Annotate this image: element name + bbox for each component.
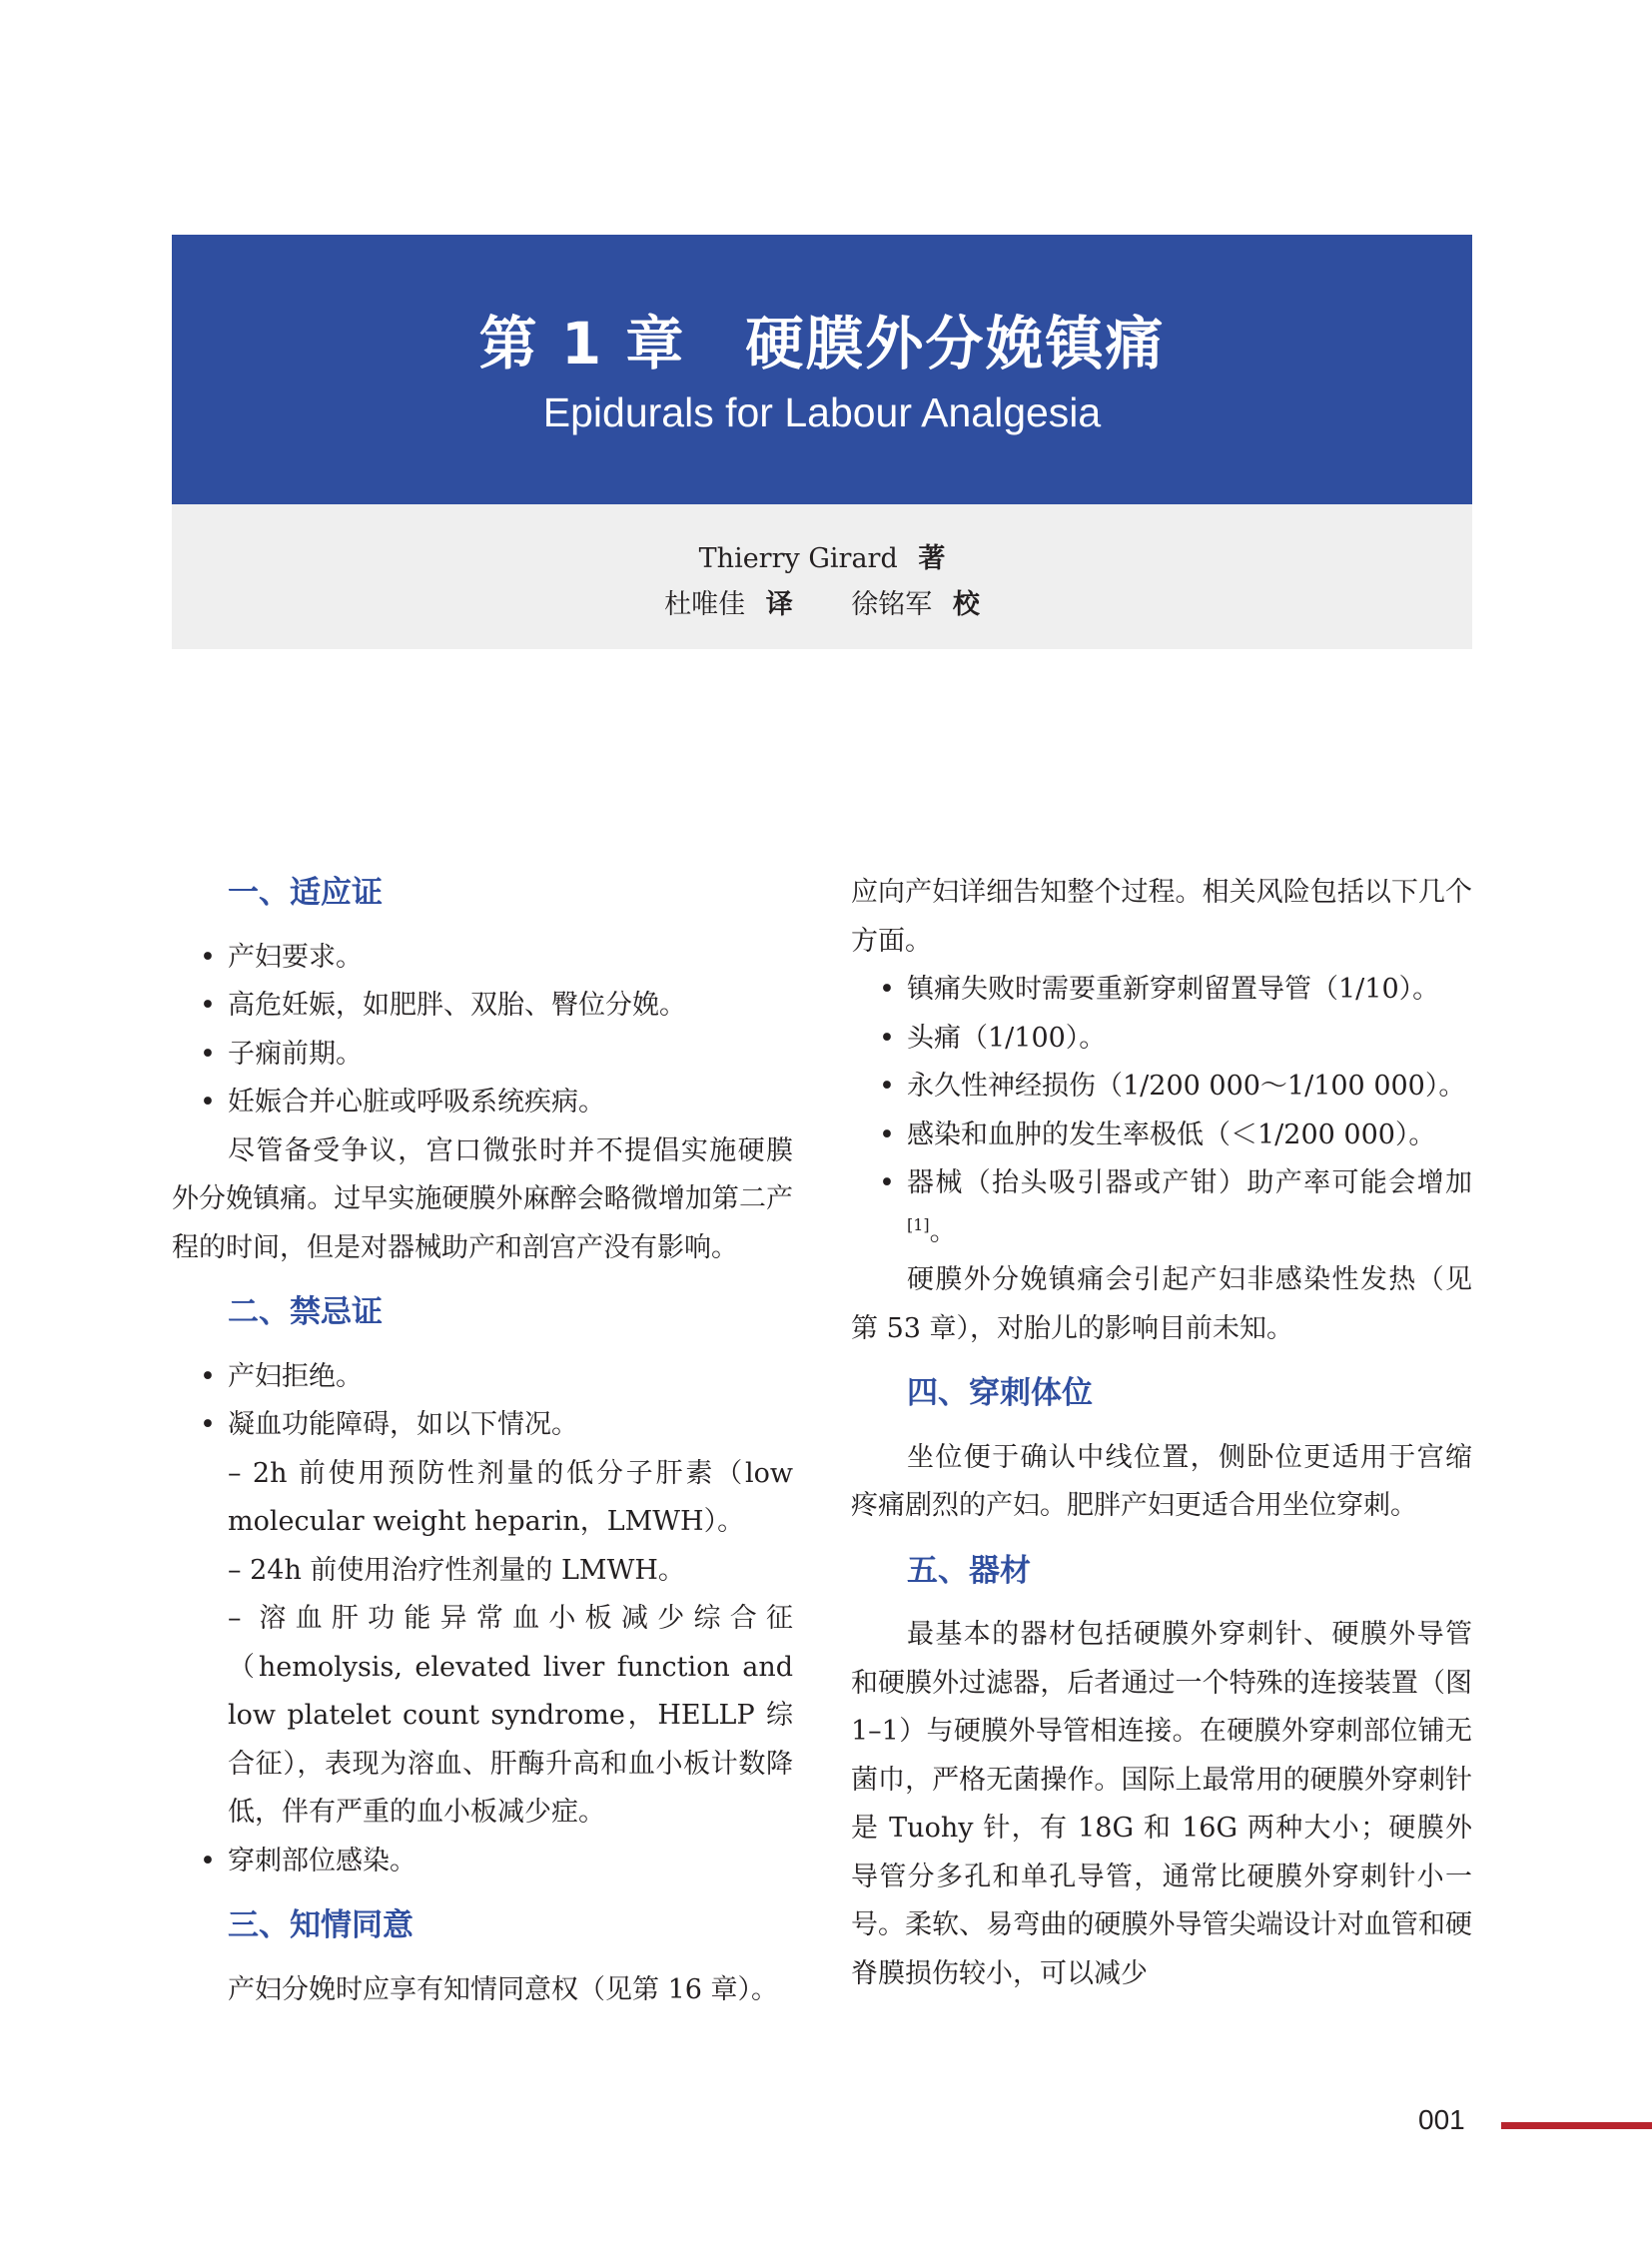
list-item: • 高危妊娠，如肥胖、双胎、臀位分娩。 — [172, 982, 793, 1031]
left-column — [172, 869, 793, 2014]
list-item: • 凝血功能障碍，如以下情况。 — [172, 1401, 793, 1450]
list-item: • 产妇要求。 — [172, 934, 793, 983]
translator-role: 译 — [765, 589, 793, 620]
list-item: • 穿刺部位感染。 — [172, 1838, 793, 1886]
risks-list — [851, 966, 1472, 1256]
author-line — [172, 536, 1472, 575]
list-item: • 永久性神经损伤（1/200 000～1/100 000）。 — [851, 1063, 1472, 1112]
translator-line — [172, 582, 1472, 621]
list-item: • 子痫前期。 — [172, 1031, 793, 1080]
contraindications-list — [172, 1353, 793, 1450]
section-heading-contraindications: 二、禁忌证 — [228, 1294, 383, 1330]
translator-name: 杜唯佳 — [664, 589, 746, 620]
section-heading-consent: 三、知情同意 — [228, 1907, 413, 1943]
list-item: • 产妇拒绝。 — [172, 1353, 793, 1402]
consent-paragraph-start: 产妇分娩时应享有知情同意权（见第 16 章）。 — [228, 1973, 779, 2005]
fever-paragraph: 硬膜外分娩镇痛会引起产妇非感染性发热（见第 53 章），对胎儿的影响目前未知。 — [851, 1264, 1472, 1344]
sub-item-lmwh-prophylactic: – 2h 前使用预防性剂量的低分子肝素（low molecular weight heparin，LMWH）。 — [228, 1457, 793, 1537]
equipment-paragraph: 最基本的器材包括硬膜外穿刺针、硬膜外导管和硬膜外过滤器，后者通过一个特殊的连接装置（图 1–1）与硬膜外导管相连接。在硬膜外穿刺部位铺无菌巾，严格无菌操作。国际上最常用的硬膜外穿刺针是 Tuohy 针，有 18G 和 16G 两种大小；硬膜外导管分多孔和单孔导管，通常比硬膜外穿刺针小一号。柔软、易弯曲的硬膜外导管尖端设计对血管和硬脊膜损伤较小，可以减少 — [851, 1619, 1472, 1989]
position-paragraph: 坐位便于确认中线位置，侧卧位更适用于宫缩疼痛剧烈的产妇。肥胖产妇更适合用坐位穿刺。 — [851, 1441, 1472, 1521]
list-item: • 镇痛失败时需要重新穿刺留置导管（1/10）。 — [851, 966, 1472, 1015]
accent-bar — [1501, 2122, 1652, 2129]
page-number: 001 — [1418, 2104, 1465, 2135]
reviewer-role: 校 — [952, 589, 980, 620]
consent-paragraph-continued: 应向产妇详细告知整个过程。相关风险包括以下几个方面。 — [851, 877, 1472, 957]
sub-item-lmwh-therapeutic: – 24h 前使用治疗性剂量的 LMWH。 — [228, 1554, 685, 1586]
list-item: • 感染和血肿的发生率极低（＜1/200 000）。 — [851, 1112, 1472, 1160]
citation-ref: [1] — [907, 1214, 930, 1234]
risk-instrumental-text: 器械（抬头吸引器或产钳）助产率可能会增加 — [907, 1167, 1472, 1198]
list-item — [851, 1159, 1472, 1256]
sub-item-hellp: – 溶血肝功能异常血小板减少综合征（hemolysis, elevated liver function and low platelet count syndrome，HELLP 综合征），表现为溶血、肝酶升高和血小板计数降低，伴有严重的血小板减少症。 — [228, 1603, 793, 1828]
reviewer-name: 徐铭军 — [851, 589, 933, 620]
list-item: • 头痛（1/100）。 — [851, 1015, 1472, 1064]
chapter-banner — [172, 235, 1472, 504]
risk-instrumental-end: 。 — [929, 1215, 957, 1247]
section-heading-position: 四、穿刺体位 — [907, 1375, 1093, 1411]
section-heading-indications: 一、适应证 — [228, 875, 383, 911]
indications-paragraph: 尽管备受争议，宫口微张时并不提倡实施硬膜外分娩镇痛。过早实施硬膜外麻醉会略微增加第二产程的时间，但是对器械助产和剖宫产没有影响。 — [172, 1134, 793, 1263]
indications-list — [172, 934, 793, 1127]
author-name: Thierry Girard — [698, 543, 898, 574]
chapter-title-zh: 第 1 章 硬膜外分娩镇痛 — [478, 310, 1166, 377]
section-heading-equipment: 五、器材 — [907, 1552, 1031, 1589]
author-role: 著 — [918, 543, 946, 574]
right-column — [851, 869, 1472, 1998]
list-item: • 妊娠合并心脏或呼吸系统疾病。 — [172, 1079, 793, 1127]
contraindications-list-end — [172, 1838, 793, 1886]
credits-block — [172, 504, 1472, 649]
chapter-title-en: Epidurals for Labour Analgesia — [542, 389, 1102, 435]
